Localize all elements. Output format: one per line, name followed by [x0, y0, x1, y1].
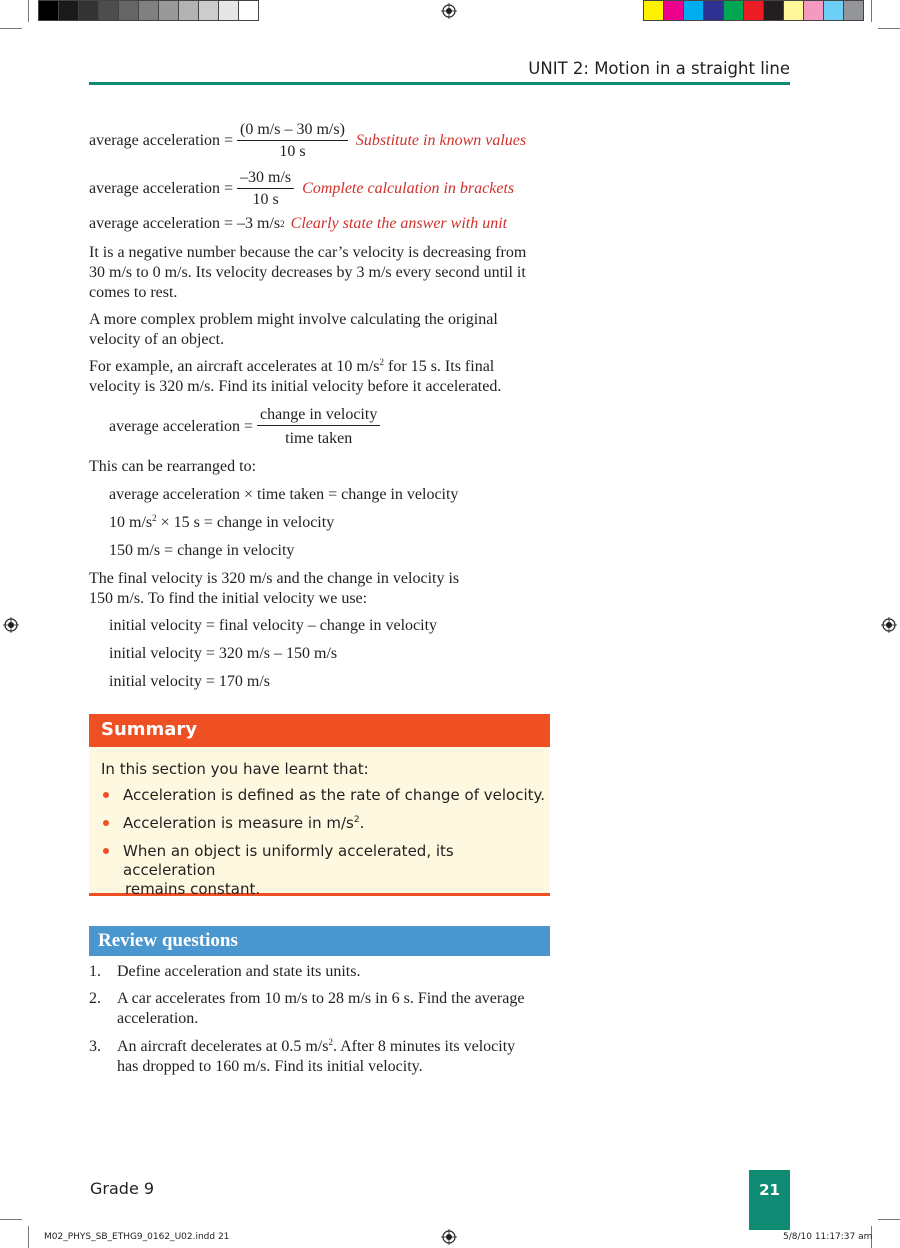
text-line: velocity of an object.	[89, 331, 225, 348]
equation-lhs: average acceleration =	[89, 179, 234, 197]
color-swatch	[703, 0, 724, 21]
grade-label: Grade 9	[90, 1179, 155, 1198]
question-number: 1.	[89, 963, 101, 980]
crop-mark	[871, 0, 872, 22]
text-segment: for 15 s. Its final	[384, 358, 495, 375]
text-line: comes to rest.	[89, 284, 178, 301]
unit-title: UNIT 2: Motion in a straight line	[528, 59, 790, 78]
equation-answer-text: average acceleration = –3 m/s	[89, 215, 281, 232]
summary-header	[89, 714, 550, 747]
summary-box	[89, 747, 550, 896]
fraction-numerator: –30 m/s	[237, 168, 294, 189]
question-text	[117, 1037, 515, 1077]
text-segment: .	[359, 814, 365, 832]
fraction	[237, 120, 348, 161]
equation-step: initial velocity = 170 m/s	[109, 673, 271, 690]
text-line: acceleration.	[117, 1010, 199, 1027]
registration-mark-icon	[441, 1229, 457, 1245]
crop-mark	[28, 1226, 29, 1248]
color-swatch	[803, 0, 824, 21]
registration-mark-icon	[3, 617, 19, 633]
paragraph-example	[89, 357, 501, 397]
color-swatch	[763, 0, 784, 21]
text-line: A car accelerates from 10 m/s to 28 m/s in 6 s. Find the average	[117, 990, 525, 1007]
color-swatch	[78, 0, 99, 21]
fraction-numerator: (0 m/s – 30 m/s)	[237, 120, 348, 141]
bullet-icon	[103, 820, 109, 826]
color-swatch	[783, 0, 804, 21]
superscript: 2	[353, 815, 360, 825]
text-rearranged: This can be rearranged to:	[89, 458, 257, 475]
text-segment: An aircraft decelerates at 0.5 m/s	[117, 1038, 329, 1055]
color-bar-left	[38, 0, 258, 21]
page-number: 21	[759, 1181, 780, 1199]
summary-title: Summary	[101, 719, 198, 740]
color-swatch	[38, 0, 59, 21]
equation-formula	[109, 405, 384, 448]
text-line	[89, 357, 501, 377]
annotation-note: Clearly state the answer with unit	[290, 215, 508, 232]
color-swatch	[843, 0, 864, 21]
color-swatch	[723, 0, 744, 21]
superscript: 2	[379, 357, 385, 367]
registration-mark-icon	[881, 617, 897, 633]
summary-bullet-text: Acceleration is defined as the rate of change of velocity.	[123, 786, 546, 804]
color-swatch	[178, 0, 199, 21]
fraction-denominator: 10 s	[279, 143, 306, 160]
color-swatch	[238, 0, 259, 21]
color-swatch	[138, 0, 159, 21]
page-number-box	[749, 1170, 790, 1230]
question-number: 3.	[89, 1038, 101, 1055]
crop-mark	[878, 28, 900, 29]
color-swatch	[58, 0, 79, 21]
text-line: It is a negative number because the car’s velocity is decreasing from	[89, 244, 527, 261]
question-number: 2.	[89, 990, 101, 1007]
summary-bullet-text	[123, 814, 364, 833]
equation-step: initial velocity = 320 m/s – 150 m/s	[109, 645, 338, 662]
crop-mark	[0, 1219, 22, 1220]
crop-mark	[878, 1219, 900, 1220]
text-line: remains constant.	[125, 880, 261, 898]
text-line: When an object is uniformly accelerated, its acceleration	[123, 842, 454, 879]
color-bar-right	[643, 0, 863, 21]
equation-step: initial velocity = final velocity – change in velocity	[109, 617, 438, 634]
text-segment: For example, an aircraft accelerates at 10 m/s	[89, 358, 380, 375]
annotation-note: Substitute in known values	[355, 131, 527, 149]
text-segment: . After 8 minutes its velocity	[332, 1038, 516, 1055]
color-swatch	[743, 0, 764, 21]
text-line: A more complex problem might involve calculating the original	[89, 311, 498, 328]
color-swatch	[683, 0, 704, 21]
text-segment: × 15 s = change in velocity	[156, 514, 335, 531]
text-line: 30 m/s to 0 m/s. Its velocity decreases by 3 m/s every second until it	[89, 264, 526, 281]
color-swatch	[98, 0, 119, 21]
equation-step: average acceleration × time taken = change in velocity	[109, 486, 459, 503]
question-text	[117, 989, 524, 1029]
color-swatch	[158, 0, 179, 21]
color-swatch	[218, 0, 239, 21]
superscript: 2	[152, 513, 157, 523]
text-line: 150 m/s. To find the initial velocity we use:	[89, 590, 368, 607]
bullet-icon	[103, 792, 109, 798]
summary-intro: In this section you have learnt that:	[101, 760, 369, 778]
crop-mark	[28, 0, 29, 22]
fraction-numerator: change in velocity	[257, 405, 380, 426]
fraction	[237, 168, 294, 209]
review-header	[89, 926, 550, 956]
equation-lhs: average acceleration =	[109, 417, 254, 435]
equation-step	[109, 513, 334, 533]
text-line: The final velocity is 320 m/s and the change in velocity is	[89, 570, 460, 587]
color-swatch	[643, 0, 664, 21]
superscript: 2	[328, 1037, 333, 1047]
summary-bullet-text	[123, 842, 550, 899]
timestamp-slug: 5/8/10 11:17:37 am	[783, 1232, 873, 1242]
text-line	[117, 1037, 515, 1057]
bullet-icon	[103, 848, 109, 854]
fraction-denominator: 10 s	[252, 191, 279, 208]
color-swatch	[118, 0, 139, 21]
paragraph-final	[89, 569, 459, 609]
equation-substitute	[89, 120, 526, 161]
question-text: Define acceleration and state its units.	[117, 963, 361, 980]
registration-mark-icon	[441, 3, 457, 19]
text-segment: 10 m/s	[109, 514, 153, 531]
text-line: has dropped to 160 m/s. Find its initial velocity.	[117, 1058, 423, 1075]
equation-answer: average acceleration = –3 m/s 2 Clearly state the answer with unit	[89, 215, 508, 232]
fraction	[257, 405, 380, 448]
review-title: Review questions	[98, 930, 238, 951]
header-rule	[89, 82, 790, 85]
annotation-note: Complete calculation in brackets	[302, 179, 515, 197]
paragraph-negative	[89, 243, 526, 303]
fraction-denominator: time taken	[285, 430, 353, 447]
file-slug: M02_PHYS_SB_ETHG9_0162_U02.indd 21	[44, 1232, 230, 1242]
paragraph-complex	[89, 310, 498, 350]
equation-lhs: average acceleration =	[89, 131, 234, 149]
color-swatch	[198, 0, 219, 21]
color-swatch	[823, 0, 844, 21]
text-line: velocity is 320 m/s. Find its initial velocity before it accelerated.	[89, 378, 502, 395]
equation-brackets	[89, 168, 514, 209]
text-segment: Acceleration is measure in m/s	[123, 814, 354, 832]
equation-step: 150 m/s = change in velocity	[109, 542, 295, 559]
crop-mark	[0, 28, 22, 29]
color-swatch	[663, 0, 684, 21]
